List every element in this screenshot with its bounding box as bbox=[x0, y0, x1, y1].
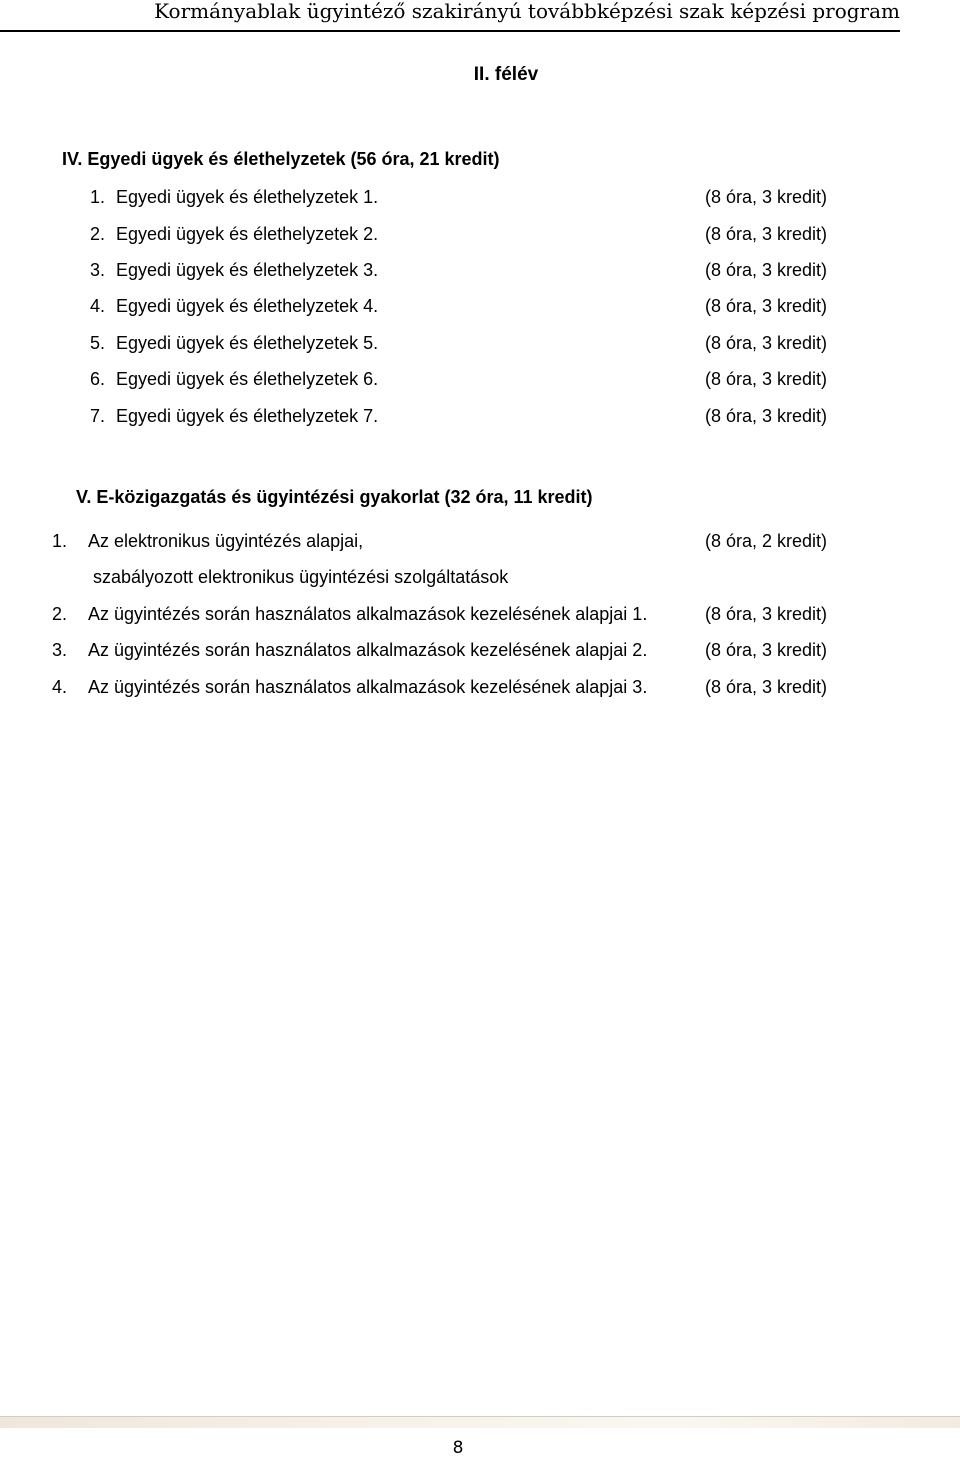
item-title: Egyedi ügyek és élethelyzetek 7. bbox=[116, 406, 379, 426]
item-title: Egyedi ügyek és élethelyzetek 4. bbox=[116, 296, 379, 316]
page-header: Kormányablak ügyintéző szakirányú továbbképzési szak képzési program bbox=[154, 0, 900, 23]
item-number: 3. bbox=[52, 640, 68, 660]
item-number: 4. bbox=[90, 296, 106, 316]
item-title: Egyedi ügyek és élethelyzetek 6. bbox=[116, 369, 379, 389]
list-item bbox=[0, 223, 960, 245]
list-item bbox=[0, 186, 960, 208]
list-item bbox=[0, 295, 960, 317]
item-hours: (8 óra, 3 kredit) bbox=[705, 604, 828, 624]
item-hours: (8 óra, 3 kredit) bbox=[705, 677, 828, 697]
item-hours: (8 óra, 3 kredit) bbox=[705, 187, 828, 207]
section-title-v: V. E-közigazgatás és ügyintézési gyakorlat (32 óra, 11 kredit) bbox=[76, 487, 593, 507]
item-number: 4. bbox=[52, 677, 68, 697]
item-hours: (8 óra, 3 kredit) bbox=[705, 369, 828, 389]
list-item bbox=[0, 405, 960, 427]
page-number: 8 bbox=[452, 1438, 464, 1458]
item-number: 2. bbox=[90, 224, 106, 244]
item-title: Egyedi ügyek és élethelyzetek 1. bbox=[116, 187, 379, 207]
item-number: 7. bbox=[90, 406, 106, 426]
header-divider bbox=[0, 30, 900, 32]
item-number: 1. bbox=[52, 531, 68, 551]
item-hours: (8 óra, 3 kredit) bbox=[705, 296, 828, 316]
item-hours: (8 óra, 3 kredit) bbox=[705, 406, 828, 426]
list-item bbox=[0, 368, 960, 390]
footer-band bbox=[0, 1416, 960, 1428]
list-item bbox=[0, 639, 960, 661]
item-number: 3. bbox=[90, 260, 106, 280]
item-title: Egyedi ügyek és élethelyzetek 2. bbox=[116, 224, 379, 244]
item-hours: (8 óra, 3 kredit) bbox=[705, 333, 828, 353]
item-title: Egyedi ügyek és élethelyzetek 5. bbox=[116, 333, 379, 353]
item-title: Az elektronikus ügyintézés alapjai, bbox=[88, 531, 364, 551]
item-number: 2. bbox=[52, 604, 68, 624]
item-title: Az ügyintézés során használatos alkalmazások kezelésének alapjai 1. bbox=[88, 604, 648, 624]
list-item bbox=[0, 332, 960, 354]
footer-divider bbox=[0, 1416, 960, 1417]
item-hours: (8 óra, 2 kredit) bbox=[705, 531, 828, 551]
section-title-iv: IV. Egyedi ügyek és élethelyzetek (56 óra, 21 kredit) bbox=[62, 149, 500, 169]
item-title-continued: szabályozott elektronikus ügyintézési szolgáltatások bbox=[93, 567, 509, 587]
item-hours: (8 óra, 3 kredit) bbox=[705, 640, 828, 660]
item-hours: (8 óra, 3 kredit) bbox=[705, 260, 828, 280]
list-item bbox=[0, 530, 960, 552]
item-number: 1. bbox=[90, 187, 106, 207]
item-title: Egyedi ügyek és élethelyzetek 3. bbox=[116, 260, 379, 280]
item-hours: (8 óra, 3 kredit) bbox=[705, 224, 828, 244]
item-number: 6. bbox=[90, 369, 106, 389]
semester-title: II. félév bbox=[473, 64, 539, 85]
item-number: 5. bbox=[90, 333, 106, 353]
item-title: Az ügyintézés során használatos alkalmazások kezelésének alapjai 2. bbox=[88, 640, 648, 660]
list-item bbox=[0, 676, 960, 698]
item-title: Az ügyintézés során használatos alkalmazások kezelésének alapjai 3. bbox=[88, 677, 648, 697]
list-item bbox=[0, 259, 960, 281]
list-item bbox=[0, 603, 960, 625]
